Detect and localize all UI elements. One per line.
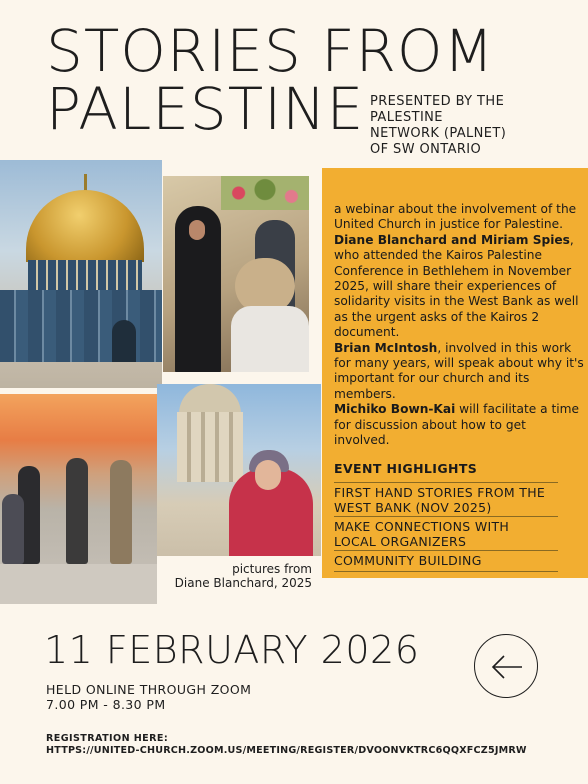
dome-of-the-rock-photo <box>0 160 162 388</box>
speaker-3-name: Michiko Bown-Kai <box>334 402 456 417</box>
event-format: HELD ONLINE THROUGH ZOOM <box>46 682 252 697</box>
description-intro: a webinar about the involvement of the United Church in justice for Palestine. <box>334 202 577 232</box>
description-speaker-2 <box>334 341 584 403</box>
highlight-item <box>334 516 558 549</box>
presenter-line: PRESENTED BY THE <box>370 94 505 109</box>
speaker-1-name: Diane Blanchard and Miriam Spies <box>334 232 570 247</box>
speaker-2-name: Brian McIntosh <box>334 340 438 355</box>
caption-line: Diane Blanchard, 2025 <box>174 576 312 590</box>
photo-caption <box>156 562 312 590</box>
event-details <box>46 682 251 712</box>
group-sunset-photo <box>0 394 157 604</box>
event-description <box>334 202 584 449</box>
highlight-text: FIRST HAND STORIES FROM THE <box>334 485 546 500</box>
presenter-line: OF SW ONTARIO <box>370 142 482 157</box>
registration-label: REGISTRATION HERE: <box>46 733 169 744</box>
highlights-heading: EVENT HIGHLIGHTS <box>334 461 478 476</box>
shrine-portrait-photo <box>157 384 321 556</box>
speaker-1-text: , who attended the Kairos Palestine Conference in Bethlehem in November 2025, will share their experiences of solidarity visits in the West Bank as well as the urgent asks of the Kairos 2 document. <box>334 232 579 340</box>
title-line-2: PALESTINE <box>46 75 365 143</box>
registration-link[interactable]: HTTPS://UNITED-CHURCH.ZOOM.US/MEETING/REGISTER/DVOONVKTRC6QQXFCZ5JMRW <box>46 745 527 756</box>
highlight-text: MAKE CONNECTIONS WITH <box>334 519 510 534</box>
highlight-text: WEST BANK (NOV 2025) <box>334 500 492 515</box>
arrow-left-icon <box>487 647 527 687</box>
presenter-block <box>370 94 506 158</box>
description-speaker-1 <box>334 233 584 341</box>
highlight-text: COMMUNITY BUILDING <box>334 553 482 568</box>
event-time: 7.00 PM - 8.30 PM <box>46 697 166 712</box>
title-line-1: STORIES FROM <box>46 17 495 85</box>
highlight-item <box>334 550 558 572</box>
highlight-item <box>334 482 558 515</box>
highlight-text: LOCAL ORGANIZERS <box>334 534 467 549</box>
speaker-3-text: will facilitate a time for discussion about how to get involved. <box>334 402 580 448</box>
event-date: 11 FEBRUARY 2026 <box>44 628 420 672</box>
description-speaker-3 <box>334 402 584 448</box>
meeting-photo <box>163 176 309 372</box>
presenter-line: PALESTINE <box>370 110 443 125</box>
caption-line: pictures from <box>232 562 312 576</box>
speaker-2-text: , involved in this work for many years, will speak about why it's important for our church and its members. <box>334 340 584 401</box>
presenter-line: NETWORK (PALNET) <box>370 126 507 141</box>
back-arrow-button[interactable] <box>474 634 538 698</box>
